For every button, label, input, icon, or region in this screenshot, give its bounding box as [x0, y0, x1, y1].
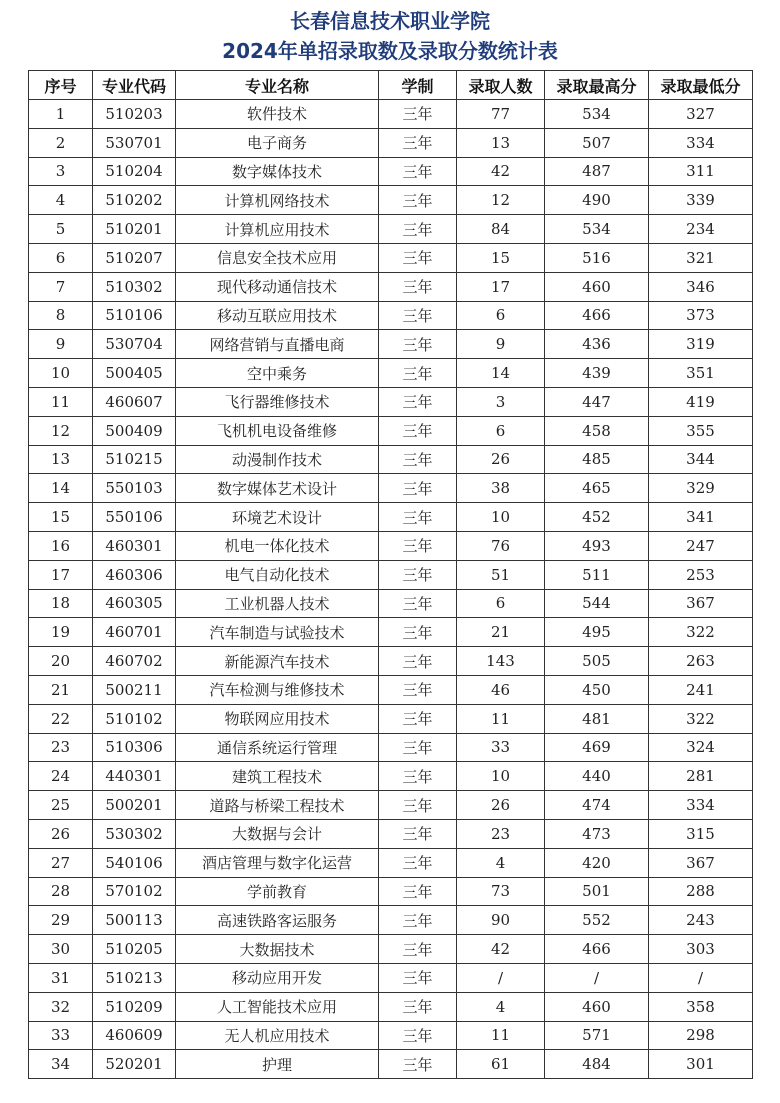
cell-admitted-count: 26: [457, 791, 545, 820]
cell-min-score: 358: [649, 992, 753, 1021]
cell-major-code: 460305: [93, 589, 176, 618]
cell-major-code: 510204: [93, 157, 176, 186]
cell-admitted-count: 6: [457, 589, 545, 618]
cell-duration: 三年: [379, 359, 457, 388]
cell-min-score: /: [649, 963, 753, 992]
table-row: [29, 589, 753, 618]
cell-min-score: 419: [649, 387, 753, 416]
cell-major-name: 数字媒体艺术设计: [176, 474, 379, 503]
cell-admitted-count: 42: [457, 157, 545, 186]
cell-min-score: 301: [649, 1050, 753, 1079]
cell-min-score: 263: [649, 647, 753, 676]
cell-index: 10: [29, 359, 93, 388]
cell-max-score: 458: [545, 416, 649, 445]
cell-max-score: 473: [545, 819, 649, 848]
cell-duration: 三年: [379, 733, 457, 762]
cell-admitted-count: 84: [457, 215, 545, 244]
cell-major-code: 510205: [93, 935, 176, 964]
cell-admitted-count: 6: [457, 301, 545, 330]
cell-major-code: 570102: [93, 877, 176, 906]
cell-duration: 三年: [379, 877, 457, 906]
cell-min-score: 334: [649, 791, 753, 820]
cell-min-score: 321: [649, 243, 753, 272]
cell-major-code: 510215: [93, 445, 176, 474]
cell-major-code: 460609: [93, 1021, 176, 1050]
cell-admitted-count: 23: [457, 819, 545, 848]
cell-max-score: 452: [545, 503, 649, 532]
cell-major-name: 物联网应用技术: [176, 704, 379, 733]
table-row: [29, 935, 753, 964]
cell-major-code: 510306: [93, 733, 176, 762]
cell-duration: 三年: [379, 618, 457, 647]
table-row: [29, 272, 753, 301]
table-row: [29, 301, 753, 330]
cell-duration: 三年: [379, 906, 457, 935]
cell-index: 8: [29, 301, 93, 330]
cell-max-score: 436: [545, 330, 649, 359]
cell-admitted-count: 61: [457, 1050, 545, 1079]
cell-admitted-count: 17: [457, 272, 545, 301]
cell-index: 33: [29, 1021, 93, 1050]
cell-major-name: 软件技术: [176, 100, 379, 129]
cell-min-score: 253: [649, 560, 753, 589]
page-title: 长春信息技术职业学院: [290, 9, 490, 33]
cell-major-name: 信息安全技术应用: [176, 243, 379, 272]
cell-major-code: 530701: [93, 128, 176, 157]
cell-major-name: 电子商务: [176, 128, 379, 157]
table-row: [29, 330, 753, 359]
table-row: [29, 215, 753, 244]
cell-duration: 三年: [379, 935, 457, 964]
cell-major-code: 540106: [93, 848, 176, 877]
cell-major-code: 440301: [93, 762, 176, 791]
cell-major-name: 人工智能技术应用: [176, 992, 379, 1021]
cell-max-score: 481: [545, 704, 649, 733]
cell-max-score: /: [545, 963, 649, 992]
cell-index: 13: [29, 445, 93, 474]
cell-admitted-count: 11: [457, 704, 545, 733]
cell-max-score: 534: [545, 100, 649, 129]
cell-index: 3: [29, 157, 93, 186]
cell-max-score: 485: [545, 445, 649, 474]
header-duration: 学制: [379, 71, 457, 100]
cell-major-code: 500113: [93, 906, 176, 935]
cell-duration: 三年: [379, 819, 457, 848]
cell-major-code: 510202: [93, 186, 176, 215]
cell-major-code: 510102: [93, 704, 176, 733]
cell-max-score: 447: [545, 387, 649, 416]
cell-max-score: 466: [545, 301, 649, 330]
cell-max-score: 440: [545, 762, 649, 791]
cell-major-name: 飞机机电设备维修: [176, 416, 379, 445]
cell-major-name: 移动应用开发: [176, 963, 379, 992]
table-row: [29, 647, 753, 676]
cell-max-score: 552: [545, 906, 649, 935]
cell-major-code: 520201: [93, 1050, 176, 1079]
cell-duration: 三年: [379, 848, 457, 877]
table-row: [29, 704, 753, 733]
cell-min-score: 341: [649, 503, 753, 532]
cell-major-code: 530302: [93, 819, 176, 848]
cell-major-name: 大数据技术: [176, 935, 379, 964]
cell-major-name: 网络营销与直播电商: [176, 330, 379, 359]
cell-duration: 三年: [379, 1021, 457, 1050]
cell-major-code: 510302: [93, 272, 176, 301]
table-row: [29, 243, 753, 272]
header-major-name: 专业名称: [176, 71, 379, 100]
header-max-score: 录取最高分: [545, 71, 649, 100]
table-row: [29, 733, 753, 762]
cell-max-score: 487: [545, 157, 649, 186]
cell-major-name: 机电一体化技术: [176, 531, 379, 560]
cell-major-name: 数字媒体技术: [176, 157, 379, 186]
cell-admitted-count: 26: [457, 445, 545, 474]
cell-min-score: 303: [649, 935, 753, 964]
cell-duration: 三年: [379, 762, 457, 791]
cell-index: 15: [29, 503, 93, 532]
cell-index: 29: [29, 906, 93, 935]
cell-min-score: 311: [649, 157, 753, 186]
cell-duration: 三年: [379, 243, 457, 272]
cell-major-name: 计算机网络技术: [176, 186, 379, 215]
cell-major-name: 建筑工程技术: [176, 762, 379, 791]
cell-major-name: 道路与桥梁工程技术: [176, 791, 379, 820]
table-row: [29, 906, 753, 935]
page-subtitle: 2024年单招录取数及录取分数统计表: [222, 39, 558, 63]
cell-major-code: 510203: [93, 100, 176, 129]
cell-duration: 三年: [379, 387, 457, 416]
cell-admitted-count: 33: [457, 733, 545, 762]
cell-duration: 三年: [379, 301, 457, 330]
cell-major-code: 510209: [93, 992, 176, 1021]
cell-max-score: 493: [545, 531, 649, 560]
cell-major-code: 550106: [93, 503, 176, 532]
table-row: [29, 791, 753, 820]
cell-major-code: 510106: [93, 301, 176, 330]
cell-major-name: 电气自动化技术: [176, 560, 379, 589]
cell-index: 28: [29, 877, 93, 906]
cell-major-code: 500405: [93, 359, 176, 388]
cell-major-name: 通信系统运行管理: [176, 733, 379, 762]
cell-major-code: 500201: [93, 791, 176, 820]
cell-index: 9: [29, 330, 93, 359]
cell-min-score: 319: [649, 330, 753, 359]
cell-max-score: 474: [545, 791, 649, 820]
cell-min-score: 324: [649, 733, 753, 762]
cell-major-code: 500211: [93, 675, 176, 704]
cell-admitted-count: 14: [457, 359, 545, 388]
cell-min-score: 243: [649, 906, 753, 935]
cell-max-score: 507: [545, 128, 649, 157]
table-row: [29, 359, 753, 388]
cell-duration: 三年: [379, 186, 457, 215]
cell-duration: 三年: [379, 416, 457, 445]
cell-duration: 三年: [379, 272, 457, 301]
table-row: [29, 474, 753, 503]
cell-admitted-count: 12: [457, 186, 545, 215]
cell-admitted-count: 10: [457, 762, 545, 791]
header-admitted-count: 录取人数: [457, 71, 545, 100]
cell-min-score: 344: [649, 445, 753, 474]
admission-stats-table: [28, 70, 753, 1079]
cell-major-name: 移动互联应用技术: [176, 301, 379, 330]
cell-admitted-count: 11: [457, 1021, 545, 1050]
cell-index: 1: [29, 100, 93, 129]
cell-max-score: 460: [545, 272, 649, 301]
cell-min-score: 281: [649, 762, 753, 791]
cell-max-score: 469: [545, 733, 649, 762]
cell-min-score: 315: [649, 819, 753, 848]
table-row: [29, 877, 753, 906]
cell-admitted-count: 4: [457, 992, 545, 1021]
table-row: [29, 1050, 753, 1079]
cell-duration: 三年: [379, 589, 457, 618]
cell-max-score: 450: [545, 675, 649, 704]
cell-duration: 三年: [379, 474, 457, 503]
cell-max-score: 511: [545, 560, 649, 589]
cell-major-name: 空中乘务: [176, 359, 379, 388]
cell-admitted-count: 4: [457, 848, 545, 877]
cell-index: 26: [29, 819, 93, 848]
cell-admitted-count: 21: [457, 618, 545, 647]
cell-duration: 三年: [379, 157, 457, 186]
cell-duration: 三年: [379, 330, 457, 359]
cell-index: 20: [29, 647, 93, 676]
cell-admitted-count: 6: [457, 416, 545, 445]
table-row: [29, 100, 753, 129]
cell-max-score: 466: [545, 935, 649, 964]
table-row: [29, 157, 753, 186]
cell-major-name: 汽车制造与试验技术: [176, 618, 379, 647]
cell-duration: 三年: [379, 992, 457, 1021]
cell-admitted-count: 13: [457, 128, 545, 157]
cell-duration: 三年: [379, 560, 457, 589]
table-header-row: [29, 71, 753, 100]
cell-max-score: 465: [545, 474, 649, 503]
cell-admitted-count: 9: [457, 330, 545, 359]
cell-index: 22: [29, 704, 93, 733]
cell-admitted-count: 3: [457, 387, 545, 416]
cell-duration: 三年: [379, 647, 457, 676]
cell-major-name: 现代移动通信技术: [176, 272, 379, 301]
cell-major-code: 460301: [93, 531, 176, 560]
cell-max-score: 505: [545, 647, 649, 676]
table-row: [29, 445, 753, 474]
cell-min-score: 351: [649, 359, 753, 388]
cell-index: 18: [29, 589, 93, 618]
cell-duration: 三年: [379, 445, 457, 474]
cell-index: 32: [29, 992, 93, 1021]
cell-max-score: 534: [545, 215, 649, 244]
cell-max-score: 544: [545, 589, 649, 618]
cell-major-name: 新能源汽车技术: [176, 647, 379, 676]
cell-major-name: 计算机应用技术: [176, 215, 379, 244]
cell-major-code: 550103: [93, 474, 176, 503]
cell-admitted-count: 73: [457, 877, 545, 906]
cell-index: 27: [29, 848, 93, 877]
table-row: [29, 963, 753, 992]
table-row: [29, 992, 753, 1021]
cell-min-score: 234: [649, 215, 753, 244]
cell-max-score: 420: [545, 848, 649, 877]
cell-admitted-count: 15: [457, 243, 545, 272]
cell-index: 31: [29, 963, 93, 992]
cell-min-score: 346: [649, 272, 753, 301]
table-row: [29, 848, 753, 877]
cell-major-name: 动漫制作技术: [176, 445, 379, 474]
cell-duration: 三年: [379, 675, 457, 704]
cell-admitted-count: 77: [457, 100, 545, 129]
cell-duration: 三年: [379, 791, 457, 820]
table-row: [29, 186, 753, 215]
cell-admitted-count: 51: [457, 560, 545, 589]
cell-major-name: 汽车检测与维修技术: [176, 675, 379, 704]
cell-major-code: 500409: [93, 416, 176, 445]
cell-min-score: 247: [649, 531, 753, 560]
table-row: [29, 128, 753, 157]
table-row: [29, 819, 753, 848]
cell-major-code: 460607: [93, 387, 176, 416]
cell-min-score: 373: [649, 301, 753, 330]
cell-index: 16: [29, 531, 93, 560]
cell-admitted-count: 10: [457, 503, 545, 532]
cell-index: 30: [29, 935, 93, 964]
cell-admitted-count: 90: [457, 906, 545, 935]
cell-min-score: 355: [649, 416, 753, 445]
cell-major-name: 工业机器人技术: [176, 589, 379, 618]
cell-index: 25: [29, 791, 93, 820]
cell-index: 24: [29, 762, 93, 791]
cell-duration: 三年: [379, 531, 457, 560]
table-row: [29, 1021, 753, 1050]
cell-index: 7: [29, 272, 93, 301]
cell-min-score: 367: [649, 848, 753, 877]
cell-max-score: 460: [545, 992, 649, 1021]
cell-max-score: 490: [545, 186, 649, 215]
header-min-score: 录取最低分: [649, 71, 753, 100]
cell-max-score: 439: [545, 359, 649, 388]
cell-index: 34: [29, 1050, 93, 1079]
cell-min-score: 327: [649, 100, 753, 129]
cell-major-name: 学前教育: [176, 877, 379, 906]
cell-major-code: 510207: [93, 243, 176, 272]
cell-min-score: 241: [649, 675, 753, 704]
cell-major-code: 460701: [93, 618, 176, 647]
cell-index: 6: [29, 243, 93, 272]
cell-major-name: 环境艺术设计: [176, 503, 379, 532]
cell-min-score: 334: [649, 128, 753, 157]
table-row: [29, 387, 753, 416]
cell-major-name: 酒店管理与数字化运营: [176, 848, 379, 877]
cell-major-code: 510213: [93, 963, 176, 992]
cell-admitted-count: 42: [457, 935, 545, 964]
table-row: [29, 675, 753, 704]
cell-major-code: 530704: [93, 330, 176, 359]
cell-admitted-count: 143: [457, 647, 545, 676]
cell-max-score: 571: [545, 1021, 649, 1050]
table-row: [29, 503, 753, 532]
cell-major-name: 无人机应用技术: [176, 1021, 379, 1050]
cell-duration: 三年: [379, 963, 457, 992]
table-row: [29, 618, 753, 647]
cell-duration: 三年: [379, 215, 457, 244]
cell-admitted-count: 38: [457, 474, 545, 503]
cell-major-code: 460702: [93, 647, 176, 676]
table-row: [29, 560, 753, 589]
cell-major-name: 大数据与会计: [176, 819, 379, 848]
cell-index: 2: [29, 128, 93, 157]
cell-index: 23: [29, 733, 93, 762]
table-row: [29, 416, 753, 445]
cell-max-score: 516: [545, 243, 649, 272]
cell-index: 14: [29, 474, 93, 503]
cell-duration: 三年: [379, 1050, 457, 1079]
cell-admitted-count: /: [457, 963, 545, 992]
cell-min-score: 322: [649, 704, 753, 733]
cell-duration: 三年: [379, 100, 457, 129]
cell-duration: 三年: [379, 128, 457, 157]
cell-max-score: 495: [545, 618, 649, 647]
cell-duration: 三年: [379, 704, 457, 733]
cell-index: 5: [29, 215, 93, 244]
cell-index: 12: [29, 416, 93, 445]
cell-min-score: 339: [649, 186, 753, 215]
header-major-code: 专业代码: [93, 71, 176, 100]
cell-min-score: 298: [649, 1021, 753, 1050]
cell-index: 11: [29, 387, 93, 416]
cell-max-score: 484: [545, 1050, 649, 1079]
table-row: [29, 762, 753, 791]
cell-admitted-count: 46: [457, 675, 545, 704]
cell-index: 21: [29, 675, 93, 704]
cell-max-score: 501: [545, 877, 649, 906]
cell-admitted-count: 76: [457, 531, 545, 560]
header-index: 序号: [29, 71, 93, 100]
cell-min-score: 288: [649, 877, 753, 906]
cell-major-code: 460306: [93, 560, 176, 589]
cell-major-code: 510201: [93, 215, 176, 244]
cell-duration: 三年: [379, 503, 457, 532]
cell-major-name: 高速铁路客运服务: [176, 906, 379, 935]
cell-min-score: 322: [649, 618, 753, 647]
cell-index: 17: [29, 560, 93, 589]
cell-major-name: 飞行器维修技术: [176, 387, 379, 416]
cell-min-score: 367: [649, 589, 753, 618]
cell-major-name: 护理: [176, 1050, 379, 1079]
table-body: [29, 100, 753, 1079]
cell-index: 19: [29, 618, 93, 647]
cell-min-score: 329: [649, 474, 753, 503]
table-row: [29, 531, 753, 560]
cell-index: 4: [29, 186, 93, 215]
